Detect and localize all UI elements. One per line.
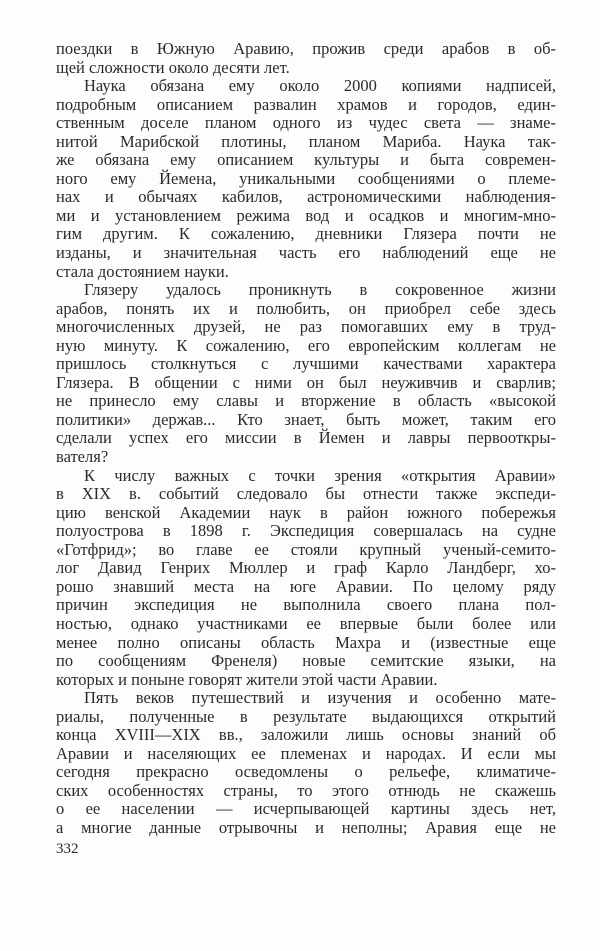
text-line: причин экспедиция не выполнила своего плана пол-: [56, 595, 556, 615]
text-line: нах и обычаях кабилов, астрономическими наблюдения-: [56, 187, 556, 207]
text-line: рошо знавший места на юге Аравии. По целому ряду: [56, 576, 556, 596]
text-line: а многие данные отрывочны и неполны; Аравия еще не: [56, 817, 556, 837]
text-line: вателя?: [56, 447, 109, 467]
text-line: стала достоянием науки.: [56, 261, 229, 281]
text-line: которых и поныне говорят жители этой части Аравии.: [56, 669, 438, 689]
paragraph: [56, 40, 556, 77]
text-line: сегодня прекрасно осведомлены о рельефе, климатиче-: [56, 762, 556, 782]
text-line: ственным доселе планом одного из чудес света — знаме-: [56, 113, 556, 133]
text-line: ми и установлением режима вод и осадков и многим-мно-: [56, 205, 556, 225]
text-line: ного ему Йемена, уникальными сообщениями о племе-: [56, 168, 556, 188]
body-text: [56, 40, 556, 838]
text-line: щей сложности около десяти лет.: [56, 57, 290, 77]
text-line: менее полно описаны область Махра и (известные еще: [56, 632, 556, 652]
text-line: по сообщениям Френеля) новые семитские языки, на: [56, 651, 556, 671]
text-line: изданы, и значительная часть его наблюдений еще не: [56, 243, 556, 263]
text-line: ную минуту. К сожалению, его европейским коллегам не: [56, 335, 556, 355]
text-line: Пять веков путешествий и изучения и особенно мате-: [84, 688, 556, 708]
text-line: сделали успех его миссии в Йемен и лавры первооткры-: [56, 428, 556, 448]
text-line: «Готфрид»; во главе ее стояли крупный ученый-семито-: [56, 539, 556, 559]
text-line: пришлось столкнуться с лучшими качествами характера: [56, 354, 556, 374]
text-line: ностью, однако участниками ее впервые были более или: [56, 613, 556, 633]
page-number: 332: [56, 840, 79, 857]
text-line: Аравии и населяющих ее племенах и народах. И если мы: [56, 743, 556, 763]
text-line: политики» держав... Кто знает, быть может, таким его: [56, 409, 556, 429]
text-line: же обязана ему описанием культуры и быта современ-: [56, 150, 556, 170]
paragraph: [56, 281, 556, 466]
paragraph: [56, 77, 556, 281]
text-line: цию венской Академии наук в район южного побережья: [56, 502, 556, 522]
text-line: многочисленных друзей, не раз помогавших ему в труд-: [56, 317, 556, 337]
text-line: К числу важных с точки зрения «открытия Аравии»: [84, 465, 556, 485]
text-line: в XIX в. событий следовало бы отнести также экспеди-: [56, 484, 556, 504]
book-page: [56, 40, 556, 858]
text-line: Наука обязана ему около 2000 копиями надписей,: [84, 76, 556, 96]
text-line: ских особенностях страны, то этого отнюдь не скажешь: [56, 780, 556, 800]
text-line: арабов, понять их и полюбить, он приобрел себе здесь: [56, 298, 556, 318]
text-line: риалы, полученные в результате выдающихся открытий: [56, 706, 556, 726]
text-line: о ее населении — исчерпывающей картины здесь нет,: [56, 799, 556, 819]
text-line: гим другим. К сожалению, дневники Глязера почти не: [56, 224, 556, 244]
text-line: не принесло ему славы и вторжение в область «высокой: [56, 391, 556, 411]
paragraph: [56, 467, 556, 690]
text-line: полуострова в 1898 г. Экспедиция совершалась на судне: [56, 521, 556, 541]
paragraph: [56, 689, 556, 837]
text-line: подробным описанием развалин храмов и городов, един-: [56, 94, 556, 114]
text-line: нитой Марибской плотины, планом Мариба. Наука так-: [56, 131, 556, 151]
text-line: конца XVIII—XIX вв., заложили лишь основы знаний об: [56, 725, 556, 745]
text-line: лог Давид Генрих Мюллер и граф Карло Ландберг, хо-: [56, 558, 556, 578]
text-line: поездки в Южную Аравию, прожив среди арабов в об-: [56, 39, 556, 58]
text-line: Глязеру удалось проникнуть в сокровенное жизни: [84, 280, 556, 300]
text-line: Глязера. В общении с ними он был неуживчив и сварлив;: [56, 372, 556, 392]
